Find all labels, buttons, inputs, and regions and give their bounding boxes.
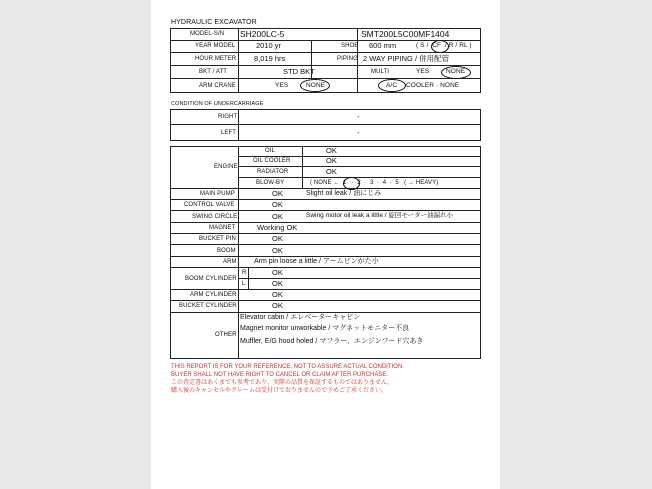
oil-label: OIL bbox=[265, 148, 275, 154]
other-item-1: Elevator cabin / エレベーターキャビン bbox=[240, 314, 361, 321]
disclaimer-line-1: THIS REPORT IS FOR YOUR REFERENCE, NOT TO ASSURE ACTUAL CONDITION. bbox=[171, 364, 404, 370]
shoe-value: 600 mm bbox=[369, 41, 397, 50]
main-pump-note: Slight oil leak / 油にじみ bbox=[306, 190, 382, 197]
other-label: OTHER bbox=[215, 332, 237, 338]
piping-label: PIPING bbox=[337, 56, 358, 62]
model-label: MODEL-S/N bbox=[190, 31, 225, 37]
bucket-pin-label: BUCKET PIN bbox=[199, 236, 236, 242]
uc-right-label: RIGHT bbox=[218, 114, 238, 120]
uc-right-value: - bbox=[357, 112, 360, 121]
swing-circle-label: SWING CIRCLE bbox=[192, 214, 238, 220]
crane-yes: YES bbox=[275, 82, 289, 89]
disclaimer-line-4: 購入後のキャンセルやクレームは受付けておりませんので予めご了承ください。 bbox=[171, 388, 388, 394]
bkt-label: BKT / ATT bbox=[199, 69, 228, 75]
magnet-label: MAGNET bbox=[209, 225, 236, 231]
crane-selected-circle bbox=[300, 79, 330, 92]
bucket-pin-value: OK bbox=[272, 234, 283, 243]
uc-left-label: LEFT bbox=[221, 130, 237, 136]
disclaimer-line-3: この査定書はあくまでも参考であり、実際の品質を保証するものではありません。 bbox=[171, 380, 394, 386]
model-value: SH200LC-5 bbox=[240, 29, 285, 39]
bucket-cylinder-value: OK bbox=[272, 301, 283, 310]
blowby-scale: ( NONE ← 1 · 2 · 3 · 4 · 5 ( → HEAVY) bbox=[310, 180, 439, 186]
main-pump-value: OK bbox=[272, 189, 283, 198]
arm-label: ARM bbox=[223, 259, 237, 265]
sheet-title: HYDRAULIC EXCAVATOR bbox=[171, 19, 257, 26]
multi-selected-circle bbox=[441, 66, 471, 79]
boom-cylinder-l-value: OK bbox=[272, 279, 283, 288]
crane-none: NONE bbox=[306, 82, 326, 89]
ac-selected-circle bbox=[378, 79, 406, 92]
engine-label: ENGINE bbox=[214, 164, 238, 170]
control-valve-label: CONTROL VALVE bbox=[184, 202, 235, 208]
control-valve-value: OK bbox=[272, 200, 283, 209]
boom-label: BOOM bbox=[217, 248, 236, 254]
multi-yes: YES bbox=[416, 68, 430, 75]
boom-cylinder-label: BOOM CYLINDER bbox=[185, 276, 237, 282]
uc-left-value: - bbox=[357, 128, 360, 137]
oil-value: OK bbox=[326, 146, 337, 155]
shoe-selected-circle bbox=[431, 40, 449, 53]
boom-cylinder-l-label: L bbox=[242, 281, 246, 287]
blowby-label: BLOW-BY bbox=[256, 180, 285, 186]
arm-cylinder-value: OK bbox=[272, 290, 283, 299]
main-pump-label: MAIN PUMP bbox=[200, 191, 235, 197]
shoe-options: ( S / CF / R / RL ) bbox=[416, 42, 472, 49]
boom-value: OK bbox=[272, 246, 283, 255]
ac-label: A/C bbox=[386, 82, 398, 89]
other-item-3: Muffler, E/G hood holed / マフラー、エンジンフード穴あき bbox=[240, 338, 424, 345]
year-value: 2010 yr bbox=[256, 41, 282, 50]
radiator-label: RADIATOR bbox=[257, 169, 289, 175]
multi-none: NONE bbox=[446, 68, 466, 75]
swing-circle-value: OK bbox=[272, 212, 283, 221]
magnet-value: Working OK bbox=[257, 223, 298, 232]
boom-cylinder-r-value: OK bbox=[272, 268, 283, 277]
crane-label: ARM CRANE bbox=[199, 83, 236, 89]
cooler-value: COOLER · NONE bbox=[406, 82, 460, 89]
shoe-label: SHOE bbox=[341, 43, 359, 49]
arm-value: Arm pin loose a little / アームピンがた小 bbox=[254, 258, 379, 265]
disclaimer-line-2: BUYER SHALL NOT HAVE RIGHT TO CANCEL OR CLAIM AFTER PURCHASE. bbox=[171, 372, 389, 378]
swing-circle-note: Swing motor oil leak a little / 旋回モーター油漏れ小 bbox=[306, 212, 454, 219]
serial-value: SMT200L5C00MF1404 bbox=[361, 29, 450, 39]
year-label: YEAR MODEL bbox=[195, 43, 236, 49]
hour-label: HOUR METER bbox=[195, 56, 237, 62]
boom-cylinder-r-label: R bbox=[242, 270, 247, 276]
other-item-2: Magnet monitor unworkable / マグネットモニター不良 bbox=[240, 325, 410, 332]
multi-label: MULTI bbox=[371, 69, 390, 75]
arm-cylinder-label: ARM CYLINDER bbox=[190, 292, 237, 298]
piping-value: 2 WAY PIPING / 併用配管 bbox=[363, 54, 450, 63]
radiator-value: OK bbox=[326, 167, 337, 176]
bkt-value: STD BKT bbox=[283, 67, 315, 76]
oil-cooler-value: OK bbox=[326, 156, 337, 165]
oil-cooler-label: OIL COOLER bbox=[253, 158, 291, 164]
hour-value: 8,019 hrs bbox=[254, 54, 286, 63]
bucket-cylinder-label: BUCKET CYLINDER bbox=[179, 303, 237, 309]
blowby-selected-circle bbox=[343, 177, 360, 190]
undercarriage-heading: CONDITION OF UNDERCARRIAGE bbox=[171, 101, 264, 107]
